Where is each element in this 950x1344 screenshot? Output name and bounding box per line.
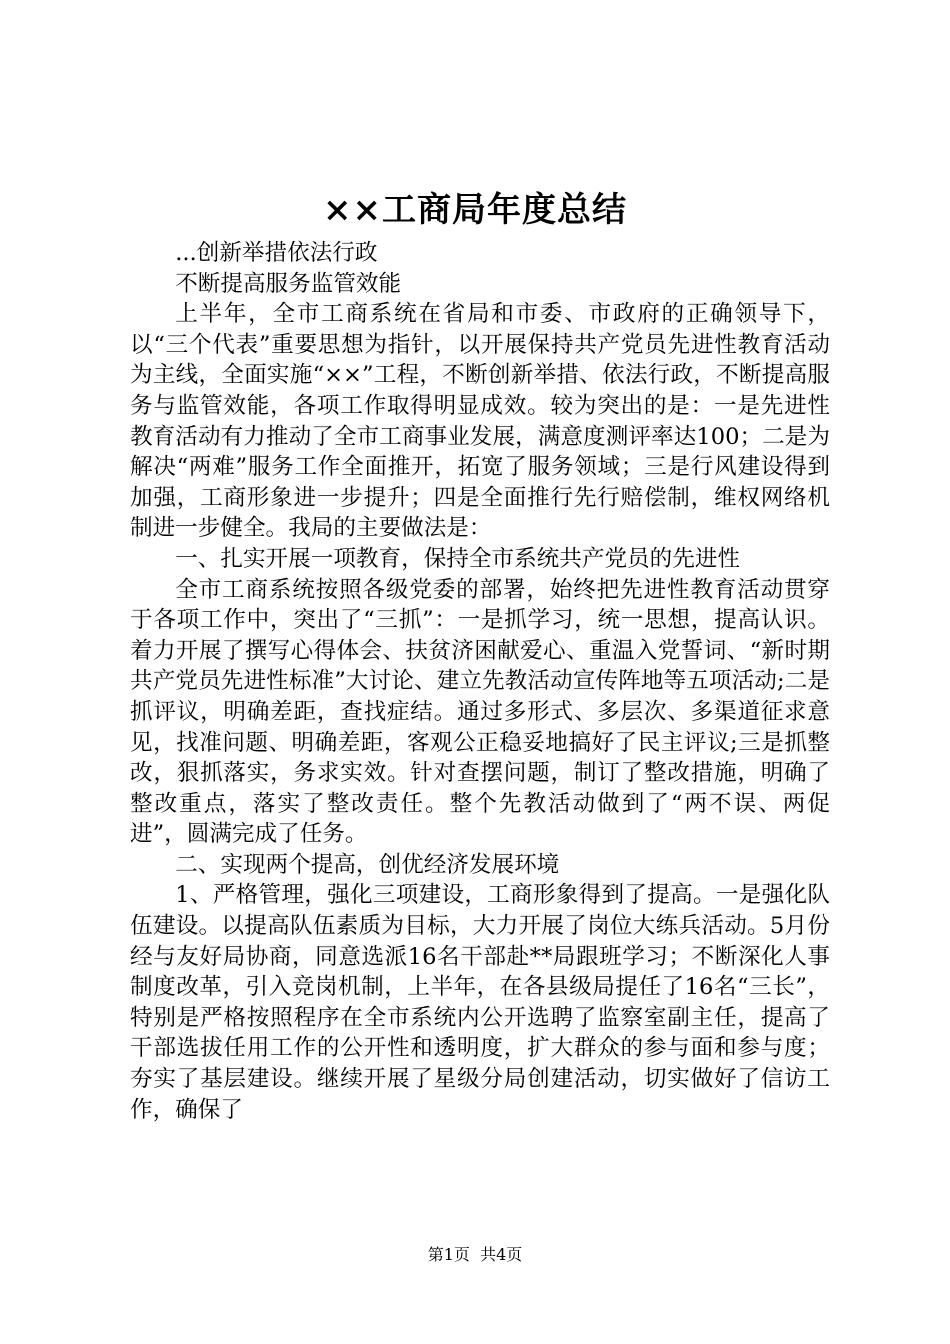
section-heading-2: 二、实现两个提高，创优经济发展环境	[175, 851, 560, 878]
document-body	[130, 238, 830, 1125]
subtitle-line-2: 不断提高服务监管效能	[175, 270, 402, 297]
paragraph-section-2-item-1: 1、严格管理，强化三项建设，工商形象得到了提高。一是强化队伍建设。以提高队伍素质为目标，大力开展了岗位大练兵活动。5月份经与友好局协商，同意选派16名干部赴**局跟班学习；不断深化人事制度改革，引入竞岗机制，上半年，在各县级局提任了16名“三长”，特别是严格按照程序在全市系统内公开选聘了监察室副主任，提高了干部选拔任用工作的公开性和透明度，扩大群众的参与面和参与度；夯实了基层建设。继续开展了星级分局创建活动，切实做好了信访工作，确保了	[130, 882, 830, 1123]
page-footer	[0, 1243, 950, 1267]
paragraph-section-1: 全市工商系统按照各级党委的部署，始终把先进性教育活动贯穿于各项工作中，突出了“三抓”：一是抓学习，统一思想，提高认识。着力开展了撰写心得体会、扶贫济困献爱心、重温入党誓词、“新时期共产党员先进性标准”大讨论、建立先教活动宣传阵地等五项活动;二是抓评议，明确差距，查找症结。通过多形式、多层次、多渠道征求意见，找准问题、明确差距，客观公正稳妥地搞好了民主评议;三是抓整改，狠抓落实，务求实效。针对查摆问题，制订了整改措施，明确了整改重点，落实了整改责任。整个先教活动做到了“两不误、两促进”，圆满完成了任务。	[130, 576, 830, 848]
subtitle-line-1: ...创新举措依法行政	[175, 240, 378, 266]
document-title: ××工商局年度总结	[323, 190, 627, 230]
page-number-label: 第1页 共4页	[427, 1245, 523, 1264]
paragraph-intro: 上半年，全市工商系统在省局和市委、市政府的正确领导下，以“三个代表”重要思想为指针，以开展保持共产党员先进性教育活动为主线，全面实施“××”工程，不断创新举措、依法行政，不断提高服务与监管效能，各项工作取得明显成效。较为突出的是：一是先进性教育活动有力推动了全市工商事业发展，满意度测评率达100；二是为解决“两难”服务工作全面推开，拓宽了服务领域；三是行风建设得到加强，工商形象进一步提升；四是全面推行先行赔偿制，维权网络机制进一步健全。我局的主要做法是：	[130, 301, 830, 542]
section-heading-1: 一、扎实开展一项教育，保持全市系统共产党员的先进性	[175, 545, 741, 572]
